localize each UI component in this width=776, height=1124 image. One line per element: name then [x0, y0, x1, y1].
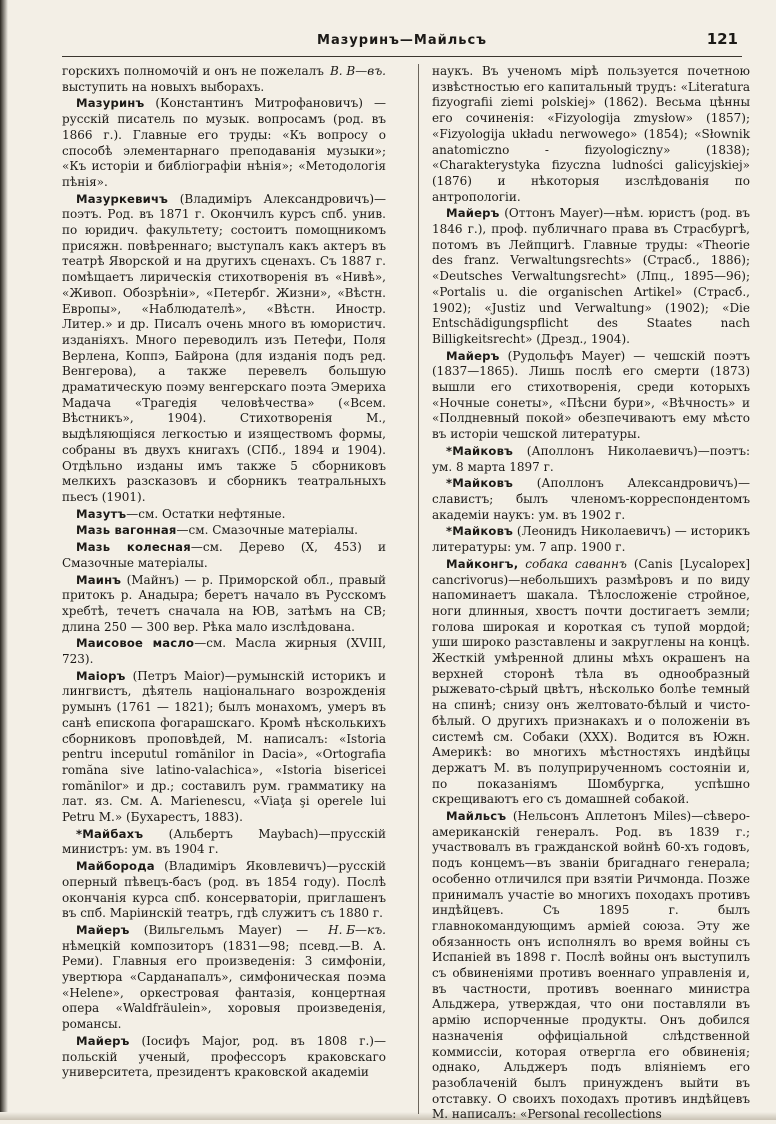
- page-number: 121: [706, 30, 738, 48]
- entry-headword: *Майковъ: [446, 443, 514, 458]
- dictionary-entry: [62, 573, 386, 636]
- dictionary-entry: [62, 1034, 386, 1081]
- entry-text: (Оттонъ Mayer)—нѣм. юристъ (род. въ 1846 г.), проф. публичнаго права въ Страсбургѣ, потомъ въ Лейпцигѣ. Главные труды: «Theorie des franz. Verwaltungsrechts» (Страсб., 1886); «Deutsches Verwaltungsrecht» (Лпц., 1895—96); «Portalis u. die organischen Artikel» (Страсб., 1902); «Justiz und Verwaltung» (1902); «Die Entschädigungspflicht des Staates nach Billigkeitsrecht» (Дрезд., 1904).: [432, 206, 750, 346]
- entry-text: (Альбертъ Maybach)—прусскій министръ: ум. въ 1904 г.: [62, 826, 386, 857]
- left-column: [62, 64, 386, 1082]
- entry-headword: Мазуринъ: [76, 96, 145, 111]
- running-head: Мазуринъ—Майльсъ: [317, 33, 487, 48]
- entry-headword: Майеръ: [76, 922, 130, 937]
- dictionary-entry: [432, 476, 750, 523]
- entry-text: (Константинъ Митрофановичъ) — русскій писатель по музык. вопросамъ (род. въ 1866 г.). Главные его труды: «Къ вопросу о способѣ элементарнаго преподаванія музыки»; «Къ исторіи и библіографіи нѣнія»; «Методологія пѣнія».: [62, 96, 386, 189]
- entry-text: (Нельсонъ Аплетонъ Miles)—сѣверо-американскій генералъ. Род. въ 1839 г.; участвовалъ въ гражданской войнѣ 60-хъ годовъ, подъ концемъ—въ званіи бригаднаго генерала; особенно отличился при взятіи Ричмонда. Позже принималъ участіе во многихъ походахъ противъ индѣйцевъ. Съ 1895 г. былъ главнокомандующимъ арміей союза. Эту же обязанность онъ исполнялъ во время войны съ Испаніей въ 1898 г. Послѣ войны онъ выступилъ съ обвиненіями противъ военнаго управленія и, въ частности, противъ военнаго министра Альджера, утверждая, что они поставляли въ армію испорченные продукты. Онъ добился назначенія оффиціальной слѣдственной коммиссіи, которая отвергла его обвиненія; однако, Альджеръ подъ вліяніемъ его разоблаченій былъ принужденъ выйти въ отставку. О своихъ походахъ противъ индѣйцевъ М. написалъ: «Personal recollections: [432, 809, 750, 1122]
- entry-headword: Майборода: [76, 859, 155, 874]
- entry-text: (Владиміръ Александровичъ)—поэтъ. Род. въ 1871 г. Окончилъ курсъ спб. унив. по юридич. факультету; состоитъ помощникомъ присяжн. повѣреннаго; выступалъ какъ актеръ въ театрѣ Яворской и на другихъ сценахъ. Съ 1887 г. помѣщаетъ лирическія стихотворенія въ «Нивѣ», «Живоп. Обозрѣніи», «Петербг. Жизни», «Вѣстн. Европы», «Наблюдателѣ», «Вѣстн. Иностр. Литер.» и др. Писалъ очень много въ юмористич. изданіяхъ. Много переводилъ изъ Петефи, Поля Верлена, Коппэ, Байрона (для изданія подъ ред. Венгерова), а также перевелъ большую драматическую поэму венгерскаго поэта Эмериха Мадача «Трагедія человѣчества» («Всем. Вѣстникъ», 1904). Стихотворенія М., выдѣляющіяся легкостью и изяществомъ формы, собраны въ двухъ книгахъ (СПб., 1894 и 1904). Отдѣльно изданы имъ также 5 сборниковъ мелкихъ разсказовъ и сборникъ театральныхъ пьесъ (1901).: [62, 191, 386, 504]
- author-signature: Н. Б—къ.: [328, 922, 386, 937]
- entry-italic-term: собака саваннъ: [518, 556, 627, 571]
- entry-text: —см. Остатки нефтяные.: [126, 506, 286, 521]
- dictionary-entry: [432, 809, 750, 1123]
- dictionary-entry: [432, 524, 750, 555]
- entry-headword: Мазуркевичъ: [76, 191, 169, 206]
- dictionary-entry: [62, 507, 386, 523]
- dictionary-entry: [62, 827, 386, 858]
- page-header: [62, 30, 742, 57]
- dictionary-entry: [62, 540, 386, 571]
- entry-text: (Аполлонъ Александровичъ)—славистъ; былъ членомъ-корреспондентомъ академіи наукъ: ум. въ 1902 г.: [432, 476, 750, 522]
- dictionary-entry: [62, 669, 386, 826]
- entry-headword: Мазь колесная: [76, 540, 191, 555]
- entry-text: (Вильгельмъ Mayer) — нѣмецкій композиторъ (1831—98; псевд.—В. А. Реми). Главныя его произведенія: 3 симфоніи, увертюра «Сарданапалъ», симфоническая поэма «Helene», оркестровая фантазія, концертная опера «Waldfräulein», хоровыя произведенія, романсы.: [62, 922, 386, 1032]
- entry-text: (Canis [Lycalopex] cancrivorus)—небольшихъ размѣровъ и по виду напоминаетъ шакала. Тѣлосложеніе стройное, ноги длинныя, хвостъ почти достигаетъ земли; голова широкая и короткая съ тупой мордой; уши широко разставлены и закруглены на концѣ. Жесткій умѣренной длины мѣхъ окрашенъ на верхней сторонѣ тѣла въ однообразный рыжевато-сѣрый цвѣтъ, нѣсколько болѣе темный на спинѣ; снизу онъ желтовато-бѣлый и чисто-бѣлый. О другихъ признакахъ и о положеніи въ системѣ см. Собаки (XXX). Водится въ Южн. Америкѣ: во многихъ мѣстностяхъ индѣйцы держатъ М. въ полуприрученномъ состояніи и, по показаніямъ Шомбургка, успѣшно скрещиваютъ его съ домашней собакой.: [432, 556, 750, 807]
- entry-text: горскихъ полномочій и онъ не пожелалъ выступить на новыхъ выборахъ.: [62, 64, 324, 94]
- entry-text: (Аполлонъ Николаевичъ)—поэтъ: ум. 8 марта 1897 г.: [432, 443, 750, 474]
- entry-text: (Майнъ) — р. Приморской обл., правый притокъ р. Анадыра; беретъ начало въ Русскомъ хребтѣ, течетъ сначала на ЮВ, затѣмъ на СВ; длина 250 — 300 вер. Рѣка мало изслѣдована.: [62, 572, 386, 634]
- entry-headword: Маинъ: [76, 572, 122, 587]
- entry-text: (Леонидъ Николаевичъ) — историкъ литературы: ум. 7 апр. 1900 г.: [432, 524, 750, 555]
- entry-headword: *Майковъ: [446, 524, 514, 539]
- entry-continuation: [432, 64, 750, 205]
- entry-headword: Мазутъ: [76, 506, 127, 521]
- entry-text: —см. Смазочные матеріалы.: [176, 523, 358, 538]
- entry-text: —см. Дерево (X, 453) и Смазочные матеріалы.: [62, 540, 387, 570]
- dictionary-entry: [432, 557, 750, 808]
- dictionary-entry: [62, 523, 386, 539]
- entry-text: (Рудольфъ Mayer) — чешскій поэтъ (1837—1865). Лишь послѣ его смерти (1873) вышли его стихотворенія, среди которыхъ «Ночные сонеты», «Пѣсни бури», «Вѣчность» и «Полдневный покой» обезпечиваютъ ему мѣсто въ исторіи чешской литературы.: [432, 348, 750, 442]
- entry-text: (Петръ Maior)—румынскій историкъ и лингвистъ, дѣятель національнаго возрожденія румынъ (1761 — 1821); былъ монахомъ, умеръ въ санѣ епископа фогарашскаго. Кромѣ нѣсколькихъ сборниковъ проповѣдей, М. написалъ: «Istoria pentru inceputul romănilor in Dacia», «Ortografia romăna sive latino-valachica», «Istoria bisericei romănilor» и др.; составилъ рум. грамматику на лат. яз. См. A. Marienescu, «Viaţa şi operele lui Petru M.» (Бухарестъ, 1883).: [62, 668, 386, 825]
- entry-headword: Майльсъ: [446, 809, 507, 824]
- page-edge-shadow: [0, 0, 8, 1120]
- entry-text: наукъ. Въ ученомъ мірѣ пользуется почетною извѣстностью его капитальный трудъ: «Literatura fizyografii ziemi polskiej» (1862). Весьма цѣнны его сочиненія: «Fizyologija zmysłow» (1857); «Fizyologija układu nerwowego» (1854); «Słownik anatomiczno - fizyologiczny» (1838); «Charakterystyka fizyczna ludności galicyjskiej» (1876) и нѣкоторыя изслѣдованія по антропологіи.: [432, 64, 750, 204]
- entry-headword: *Майковъ: [446, 476, 514, 491]
- dictionary-entry: [62, 859, 386, 922]
- entry-headword: Майеръ: [76, 1033, 130, 1048]
- entry-text: —см. Масла жирныя (XVIII, 723).: [62, 636, 387, 667]
- dictionary-entry: [62, 636, 386, 667]
- dictionary-entry: [62, 192, 386, 506]
- entry-headword: Майконгъ,: [446, 556, 519, 571]
- entry-headword: Маіоръ: [76, 668, 126, 683]
- author-signature: В. В—въ.: [329, 64, 386, 78]
- dictionary-entry: [62, 96, 386, 190]
- entry-text: (Владиміръ Яковлевичъ)—русскій оперный пѣвецъ-басъ (род. въ 1854 году). Послѣ окончанія курса спб. консерваторіи, приглашенъ въ спб. Маріинскій театръ, гдѣ служитъ съ 1880 г.: [62, 859, 386, 921]
- entry-text: (Іосифъ Major, род. въ 1808 г.)—польскій ученый, профессоръ краковскаго университета, президентъ краковской академіи: [62, 1033, 386, 1080]
- column-divider: [418, 64, 419, 1114]
- dictionary-entry: [432, 349, 750, 443]
- dictionary-entry: [432, 444, 750, 475]
- dictionary-entry: [62, 923, 386, 1033]
- entry-continuation: [62, 64, 386, 95]
- entry-headword: Маисовое масло: [76, 636, 195, 651]
- right-column: [432, 64, 750, 1124]
- entry-headword: Мазь вагонная: [76, 523, 177, 538]
- dictionary-entry: [432, 206, 750, 347]
- entry-headword: Майеръ: [446, 348, 500, 363]
- entry-headword: Майеръ: [446, 206, 500, 221]
- entry-headword: *Майбахъ: [76, 826, 144, 841]
